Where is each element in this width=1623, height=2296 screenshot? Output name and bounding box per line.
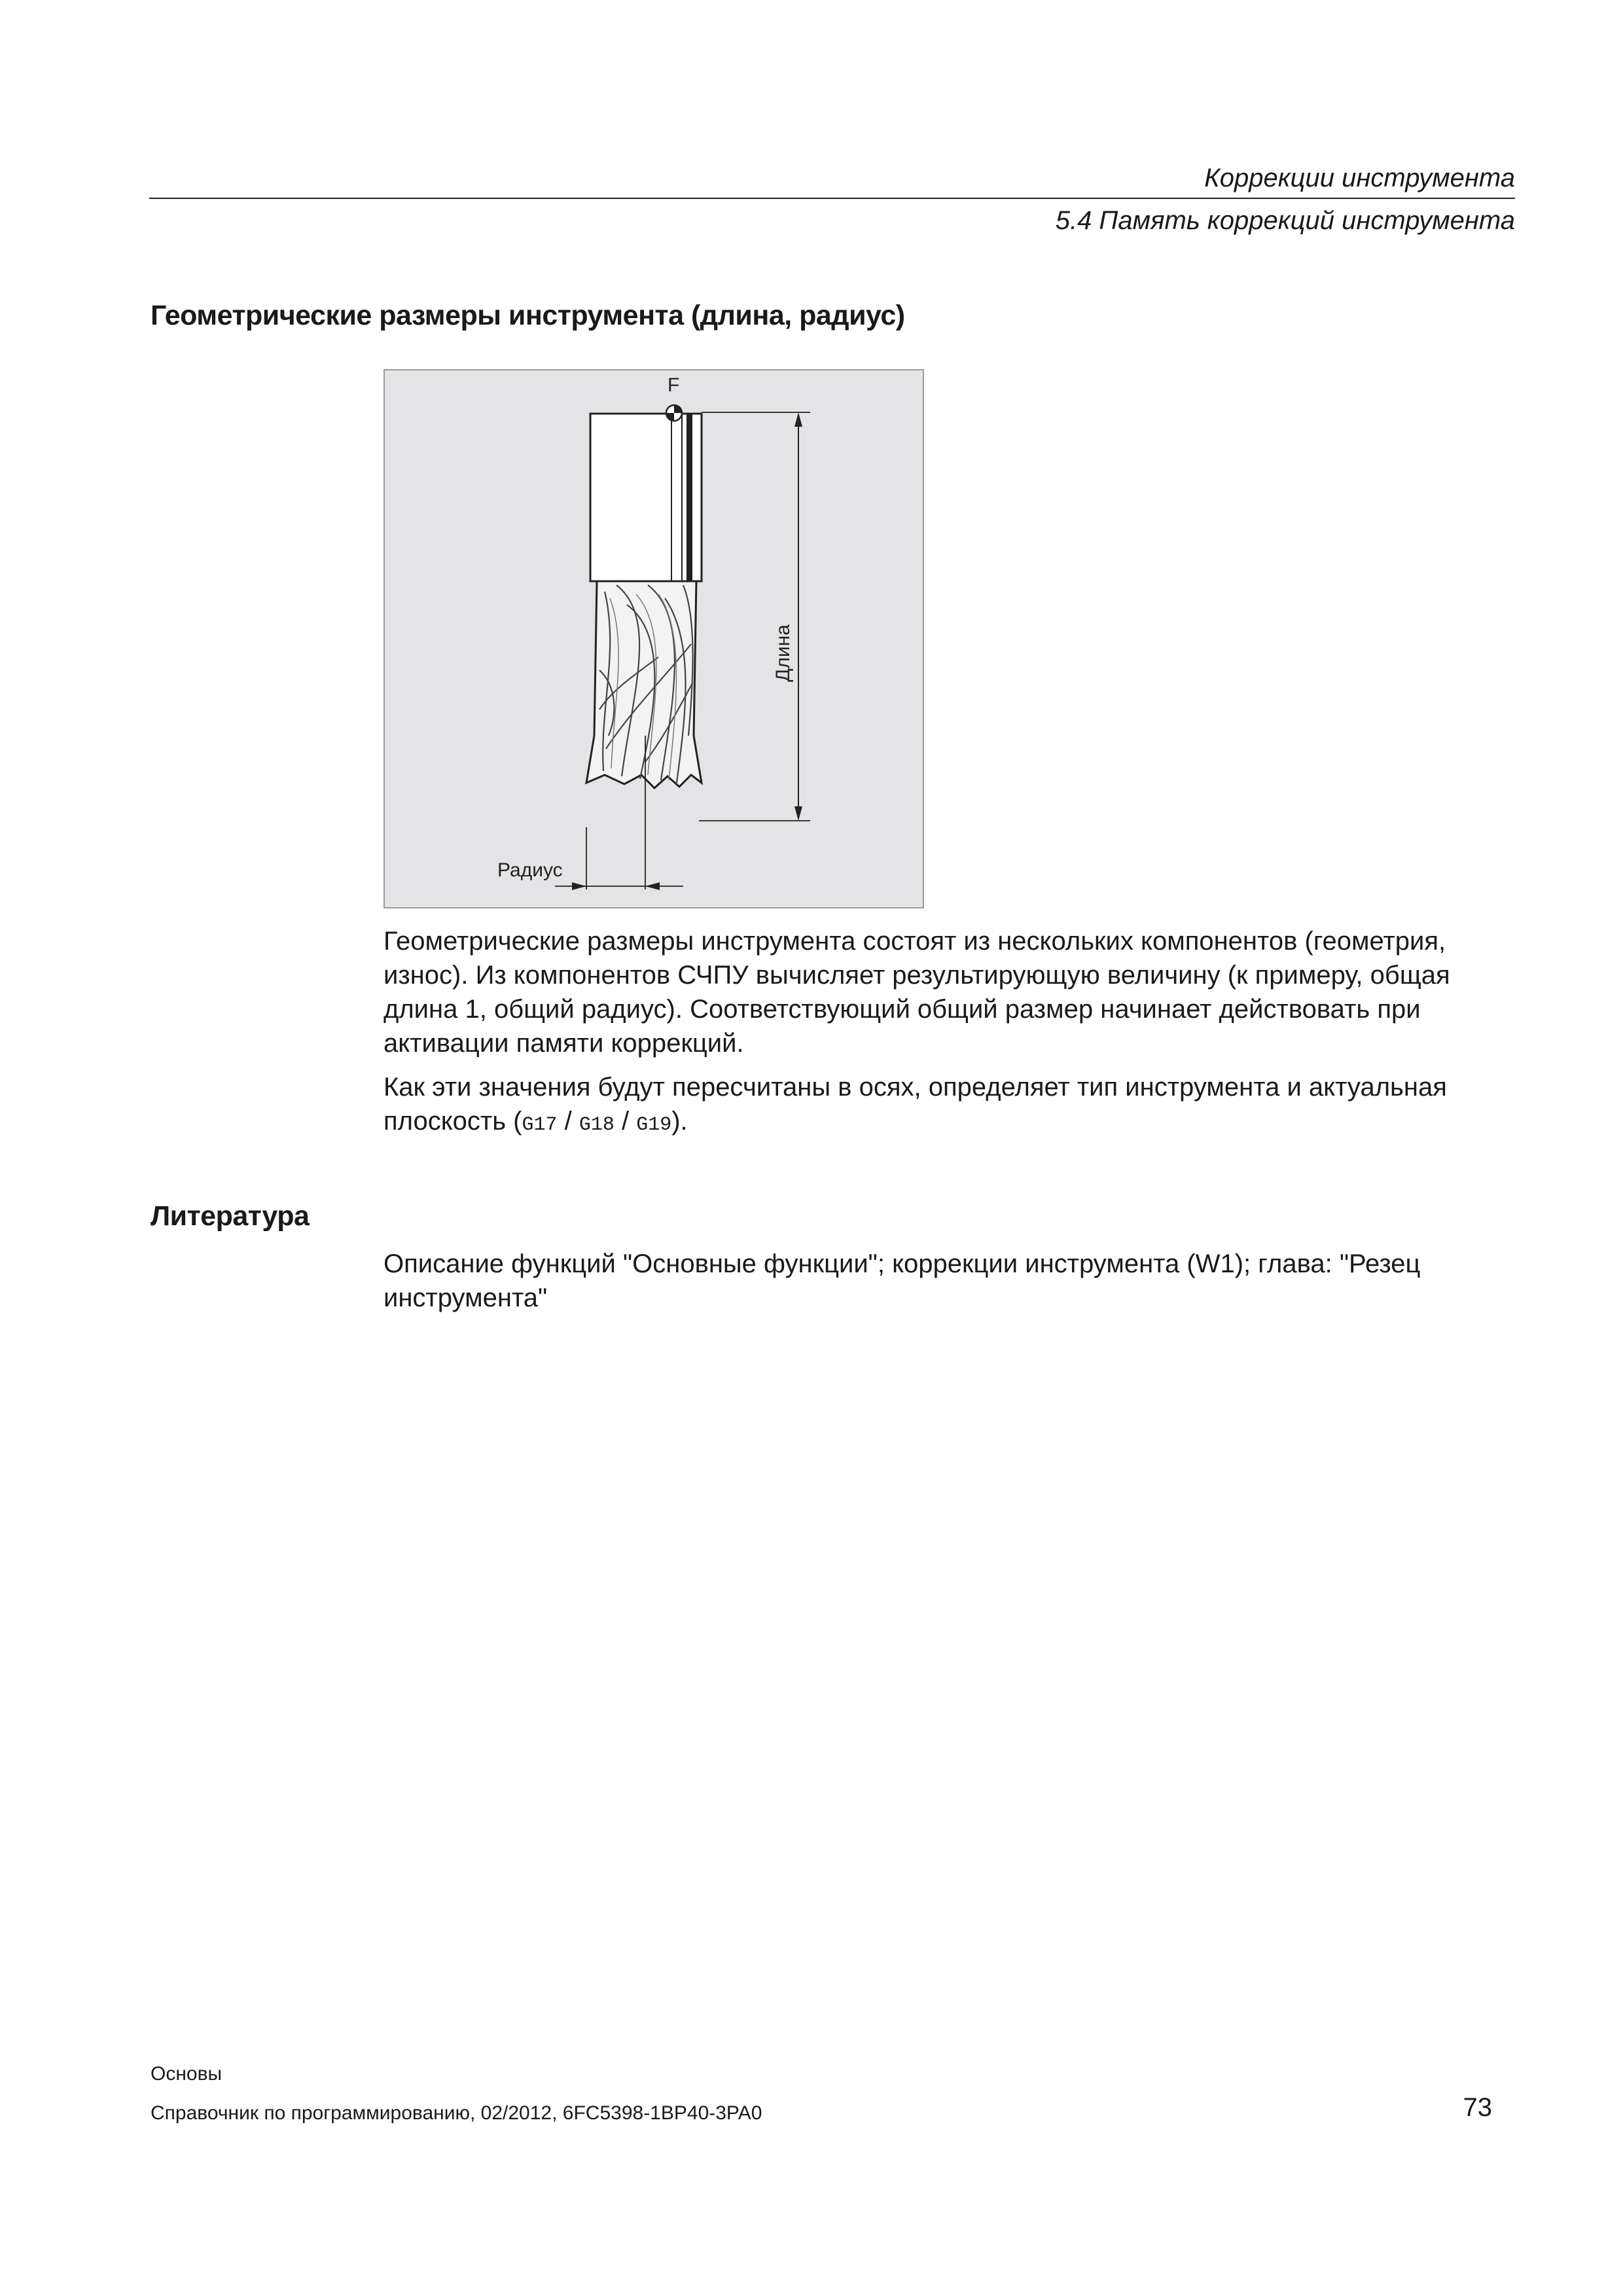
code-g17: G17 [522,1114,558,1136]
footer-doc-title: Основы [151,2063,223,2085]
paragraph-axis-plane [383,1070,1496,1142]
separator-slash: / [557,1107,579,1136]
header-rule [149,198,1515,199]
running-header-chapter: Коррекции инструмента [1204,164,1515,192]
f-label: F [668,374,680,396]
shank-groove [687,414,692,581]
page-number: 73 [1463,2093,1492,2122]
code-g18: G18 [579,1114,615,1136]
paragraph-geometry-components: Геометрические размеры инструмента состоят из нескольких компонентов (геометрия, износ). Из компонентов СЧПУ вычисляет результирующую величину (к примеру, общая длина 1, общий радиус). Соответствующий общий размер начинает действовать при активации памяти коррекций. [383,927,1450,1058]
paragraph-axis-plane-text: Как эти значения будут пересчитаны в осях, определяет тип инструмента и актуальная плоскость ( [383,1073,1447,1136]
section-heading-literature: Литература [151,1200,310,1232]
code-g19: G19 [636,1114,672,1136]
running-header-section: 5.4 Память коррекций инструмента [1055,206,1515,235]
separator-slash: / [614,1107,637,1136]
length-label: Длина [772,624,794,682]
paragraph-literature: Описание функций "Основные функции"; коррекции инструмента (W1); глава: "Резец инструмента" [383,1249,1421,1312]
tool-shank [590,414,702,581]
section-heading-geometry: Геометрические размеры инструмента (длина, радиус) [151,300,905,331]
tool-geometry-figure [383,369,924,908]
paragraph-axis-plane-end: ). [671,1107,688,1136]
radius-label: Радиус [497,859,563,881]
footer-doc-reference: Справочник по программированию, 02/2012, 6FC5398-1BP40-3PA0 [151,2102,762,2124]
